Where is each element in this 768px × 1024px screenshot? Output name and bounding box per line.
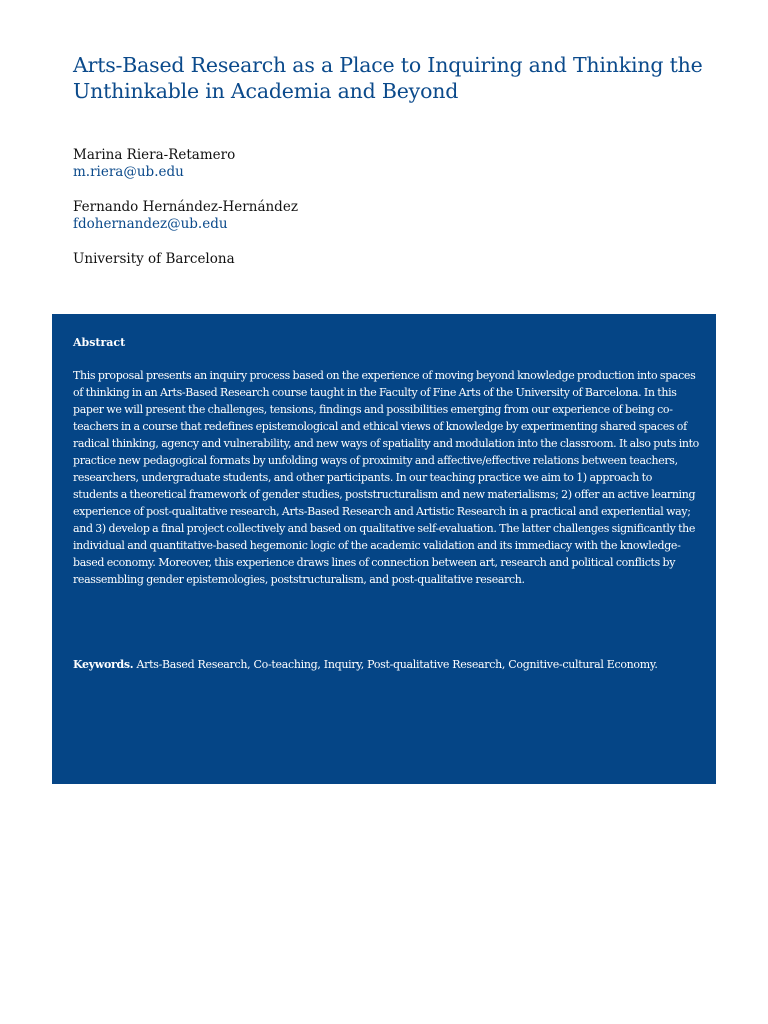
abstract-panel bbox=[52, 314, 716, 784]
keywords-list: Arts-Based Research, Co-teaching, Inquiry, Post-qualitative Research, Cognitive-cultural Economy. bbox=[136, 658, 658, 671]
author-name: Marina Riera-Retamero bbox=[73, 147, 236, 163]
affiliation: University of Barcelona bbox=[73, 251, 235, 267]
paper-title: Arts-Based Research as a Place to Inquiring and Thinking the Unthinkable in Academia and Beyond bbox=[73, 53, 703, 103]
keywords bbox=[73, 656, 693, 673]
author-block bbox=[73, 199, 298, 233]
keywords-label: Keywords. bbox=[73, 658, 134, 671]
author-email-link[interactable]: m.riera@ub.edu bbox=[73, 164, 184, 180]
abstract-heading: Abstract bbox=[73, 336, 126, 349]
author-email-link[interactable]: fdohernandez@ub.edu bbox=[73, 216, 228, 232]
author-name: Fernando Hernández-Hernández bbox=[73, 199, 298, 215]
author-block bbox=[73, 147, 235, 181]
abstract-text: This proposal presents an inquiry process based on the experience of moving beyond knowledge production into spaces of thinking in an Arts-Based Research course taught in the Faculty of Fine Arts of the University of Barcelona. In this paper we will present the challenges, tensions, findings and possibilities emerging from our experience of being co-teachers in a course that redefines epistemological and ethical views of knowledge by experimenting shared spaces of radical thinking, agency and vulnerability, and new ways of spatiality and modulation into the classroom. It also puts into practice new pedagogical formats by unfolding ways of proximity and affective/effective relations between teachers, researchers, undergraduate students, and other participants. In our teaching practice we aim to 1) approach to students a theoretical framework of gender studies, poststructuralism and new materialisms; 2) offer an active learning experience of post-qualitative research, Arts-Based Research and Artistic Research in a practical and experiential way; and 3) develop a final project collectively and based on qualitative self-evaluation. The latter challenges significantly the individual and quantitative-based hegemonic logic of the academic validation and its immediacy with the knowledge-based economy. Moreover, this experience draws lines of connection between art, research and political conflicts by reassembling gender epistemologies, poststructuralism, and post-qualitative research. bbox=[73, 369, 699, 586]
